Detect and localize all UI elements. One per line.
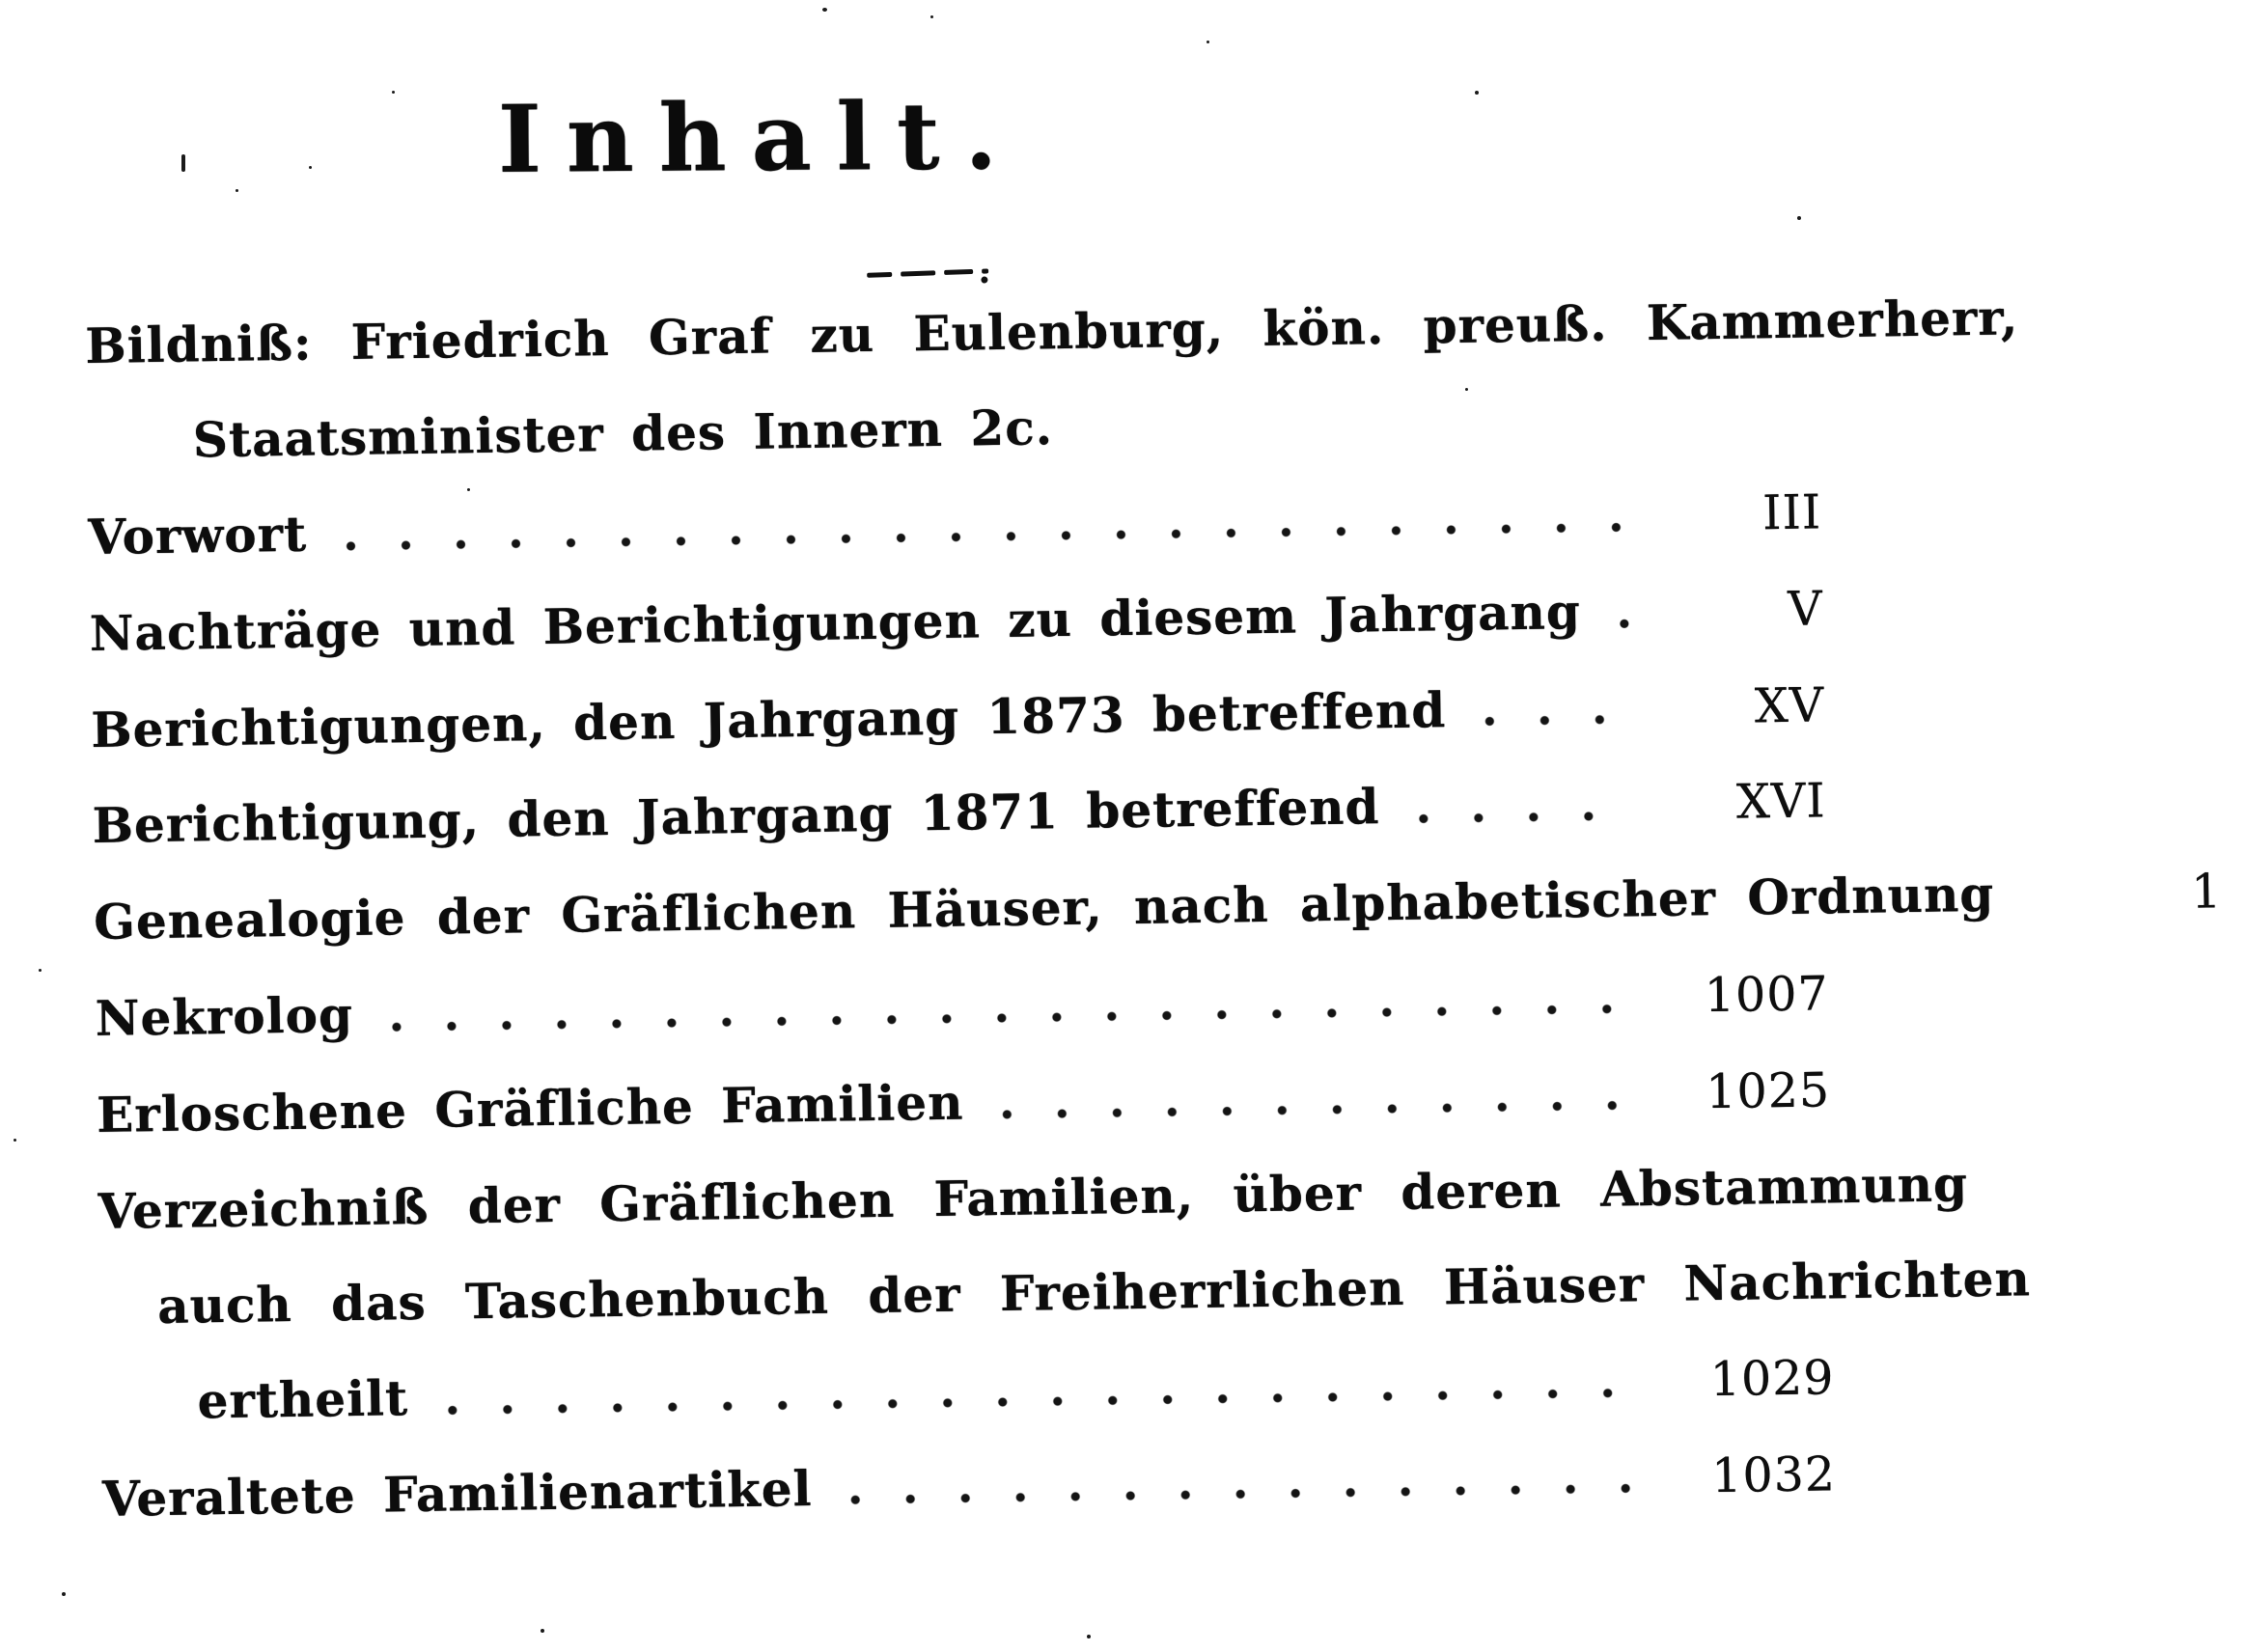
dot-leader [1417, 809, 1635, 826]
scan-speckle [309, 166, 312, 169]
entry-text: Erloschene Gräfliche Familien [96, 1073, 964, 1143]
toc-entry-bildniss-line2 [86, 388, 1836, 470]
page-title: Inhalt. [497, 81, 1022, 194]
entry-text: Nachträge und Berichtigungen zu diesem Jahrgang [89, 582, 1582, 662]
scan-speckle [392, 91, 395, 94]
toc-entry-verzeichniss-line2 [99, 1250, 2032, 1335]
toc-entry-verzeichniss-line3 [100, 1349, 1850, 1432]
page-number: 1025 [1705, 1062, 1831, 1120]
scan-speckle [181, 154, 185, 172]
entry-text: Veraltete Familienartikel [101, 1459, 813, 1528]
table-of-contents [84, 289, 2223, 1567]
toc-entry-bildniss-line1 [84, 289, 2019, 374]
entry-text: Berichtigungen, den Jahrgang 1873 betreffend [90, 680, 1447, 758]
scan-speckle [1797, 216, 1801, 220]
entry-text: Berichtigung, den Jahrgang 1871 betreffend [92, 778, 1380, 855]
dot-leader [344, 519, 1630, 553]
scan-speckle [39, 969, 42, 972]
entry-text: ertheilt [197, 1368, 409, 1430]
scan-speckle [62, 1592, 66, 1596]
scan-speckle [14, 1139, 16, 1142]
entry-text: Nekrolog [95, 986, 354, 1048]
toc-entry-berichtigung-1871 [92, 773, 1842, 856]
scan-speckle [1087, 1635, 1091, 1638]
scan-speckle [1465, 388, 1468, 391]
toc-entry-erloschene [97, 1061, 1846, 1144]
scan-speckle [541, 1629, 544, 1633]
toc-entry-nekrolog [95, 965, 1845, 1048]
toc-entry-verzeichniss-line1 [97, 1154, 1969, 1240]
entry-text: auch das Taschenbuch der Freiherrlichen Häuser Nachrichten [156, 1250, 2032, 1335]
entry-text: Staatsminister des Innern 2c. [192, 399, 1054, 469]
page-number: 1029 [1709, 1350, 1835, 1407]
entry-text: Verzeichniß der Gräflichen Familien, über deren Abstammung [97, 1154, 1969, 1240]
entry-text: Genealogie der Gräflichen Häuser, nach alphabetischer Ordnung [93, 866, 1995, 951]
dot-leader [445, 1385, 1644, 1417]
toc-entry-berichtigungen-1873 [91, 676, 1841, 759]
entry-text: Bildniß: Friedrich Graf zu Eulenburg, kön. preuß. Kammerherr, [84, 289, 2019, 374]
scan-speckle [822, 8, 827, 12]
page-number: XVI [1735, 773, 1827, 831]
page-number: 1 [2190, 864, 2223, 921]
scan-speckle [1207, 41, 1209, 43]
dot-leader [390, 1001, 1638, 1033]
dot-leader [1001, 1097, 1640, 1121]
toc-entry-veraltete [102, 1446, 1852, 1528]
scan-speckle [1475, 91, 1479, 95]
dot-leader [849, 1481, 1646, 1507]
page-number: XV [1754, 676, 1825, 734]
toc-entry-nachtraege [89, 580, 1839, 663]
title-block [0, 0, 1712, 192]
scan-speckle [467, 488, 470, 491]
toc-entry-vorwort [88, 483, 1838, 566]
dot-leader [1618, 616, 1632, 630]
scan-speckle [930, 15, 933, 18]
page-number: 1007 [1704, 966, 1830, 1024]
dot-leader [1483, 712, 1633, 729]
toc-entry-genealogie [93, 864, 2223, 951]
page-number: V [1787, 581, 1824, 637]
page-number: III [1762, 484, 1822, 541]
title-divider-rule [867, 260, 1021, 277]
entry-text: Vorwort [87, 505, 308, 565]
scan-speckle [236, 189, 238, 192]
page-number: 1032 [1710, 1446, 1837, 1503]
